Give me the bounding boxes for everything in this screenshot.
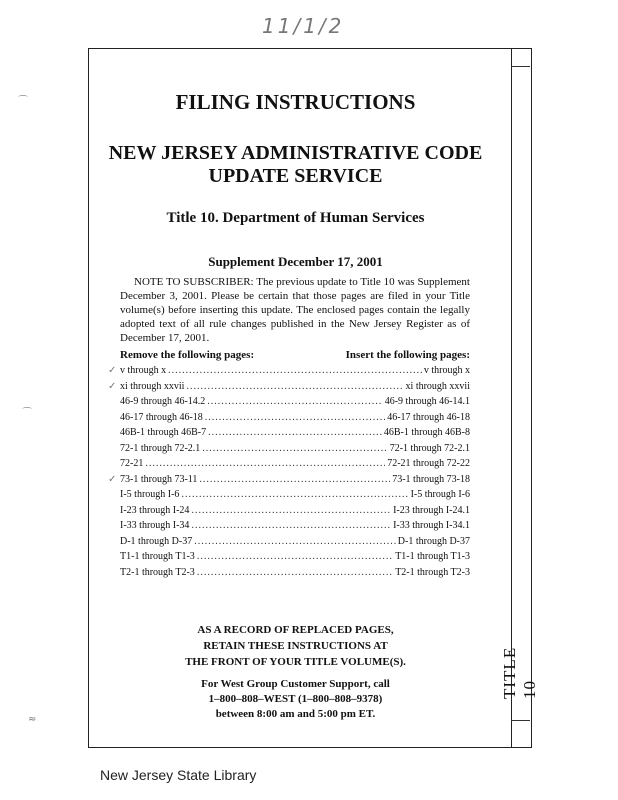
check-icon: ✓ — [108, 365, 117, 376]
title-line: Title 10. Department of Human Services — [166, 210, 425, 226]
list-item: 73-1 through 73-11 ..... 73-1 through 73-18 — [120, 472, 470, 488]
list-item: T2-1 through T2-3 ..... T2-1 through T2-3 — [120, 565, 470, 581]
tab-rule-bottom — [511, 720, 530, 721]
column-headers — [120, 349, 470, 361]
list-item: 46-9 through 46-14.2 ..... 46-9 through 46-14.1 — [120, 394, 470, 410]
list-item: 72-1 through 72-2.1 ..... 72-1 through 72-2.1 — [120, 441, 470, 457]
list-item: I-33 through I-34 ..... I-33 through I-34.1 — [120, 518, 470, 534]
library-stamp: New Jersey State Library — [100, 767, 257, 783]
check-marks — [108, 363, 120, 487]
code-title-line: NEW JERSEY ADMINISTRATIVE CODE — [108, 142, 483, 164]
check-icon: ✓ — [108, 380, 117, 392]
list-item: 46B-1 through 46B-7 ..... 46B-1 through 46B-8 — [120, 425, 470, 441]
margin-mark: ≈ — [28, 714, 37, 725]
margin-mark: ⌒ — [18, 96, 28, 107]
list-item: 46-17 through 46-18 ..... 46-17 through 46-18 — [120, 410, 470, 426]
subscriber-note: NOTE TO SUBSCRIBER: The previous update to Title 10 was Supplement December 3, 2001. Please be certain that those pages are filed in your Title volume(s) before inserting this update. The enclosed pages contain the legally adopted text of all rule changes published in the New Jersey Register as of December 17, 2001. — [120, 276, 470, 344]
heading: FILING INSTRUCTIONS — [175, 90, 416, 114]
title-tab-label: TITLE 10 — [500, 646, 539, 699]
list-item: v through x ..... v through x — [120, 363, 470, 379]
retain-notice: AS A RECORD OF REPLACED PAGES, RETAIN THESE INSTRUCTIONS AT THE FRONT OF YOUR TITLE VOLUME(S). — [185, 624, 406, 668]
tab-rule-top — [511, 66, 530, 67]
supplement-date: Supplement December 17, 2001 — [208, 254, 383, 269]
list-item: T1-1 through T1-3 ..... T1-1 through T1-3 — [120, 549, 470, 565]
check-icon: ✓ — [108, 473, 117, 485]
code-title — [88, 142, 503, 188]
list-item: I-5 through I-6 ..... I-5 through I-6 — [120, 487, 470, 503]
list-item: xi through xxvii ..... xi through xxvii — [120, 379, 470, 395]
list-item: I-23 through I-24 ..... I-23 through I-24.1 — [120, 503, 470, 519]
customer-support: For West Group Customer Support, call 1–800–808–WEST (1–800–808–9378) between 8:00 am and 5:00 pm ET. — [201, 678, 390, 720]
margin-mark: ⌒ — [22, 408, 32, 419]
list-item: 72-21 ..... 72-21 through 72-22 — [120, 456, 470, 472]
code-title-line: UPDATE SERVICE — [208, 165, 383, 187]
list-item: D-1 through D-37 ..... D-1 through D-37 — [120, 534, 470, 550]
handwritten-date: 11/1/2 — [262, 14, 345, 38]
page-list — [120, 363, 470, 580]
insert-header: Insert the following pages: — [345, 349, 470, 361]
remove-header: Remove the following pages: — [120, 349, 255, 361]
